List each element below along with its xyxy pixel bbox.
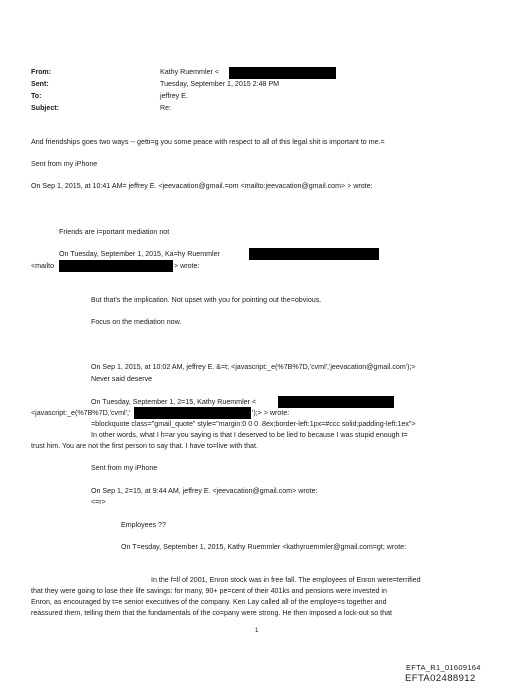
document-id-primary: EFTA_R1_01609164 xyxy=(406,663,481,672)
quote-header: On Tuesday, September 1, 2=15, Kathy Ruemmler < xyxy=(91,398,257,406)
sent-label: Sent: xyxy=(31,80,49,88)
document-id-secondary: EFTA02488912 xyxy=(405,673,476,684)
redaction-box xyxy=(229,67,336,79)
quoted-text: In other words, what I h=ar you saying is that I deserved to be lied to because I was stupid enough t= xyxy=(91,431,408,439)
subject-label: Subject: xyxy=(31,104,59,112)
quoted-text: Enron, as encouraged by t=e senior executives of the company. Ken Lay called all of the employe=s together and xyxy=(31,598,387,606)
redaction-box xyxy=(134,407,251,419)
quote-header: On Sep 1, 2015, at 10:41 AM= jeffrey E. <jeevacation@gmail.=om <mailto:jeevacation@gmail.com> > wrote: xyxy=(31,182,373,190)
from-value: Kathy Ruemmler < xyxy=(160,68,219,76)
quoted-text: Employees ?? xyxy=(121,521,166,529)
quote-header: On Sep 1, 2=15, at 9:44 AM, jeffrey E. <jeevacation@gmail.com> wrote: xyxy=(91,487,318,495)
html-fragment: <=r> xyxy=(91,498,106,506)
to-label: To: xyxy=(31,92,42,100)
quoted-text: Never said deserve xyxy=(91,375,153,383)
quoted-text: Friends are i=portant mediation not xyxy=(59,228,170,236)
quote-header: On Tuesday, September 1, 2015, Ka=hy Ruemmler xyxy=(59,250,220,258)
quoted-text: reassured them, telling them that the fundamentals of the co=pany were strong. He then imposed a lock-out so that xyxy=(31,609,393,617)
signature-line: Sent from my iPhone xyxy=(31,160,98,168)
subject-value: Re: xyxy=(160,104,172,112)
body-paragraph: And friendships goes two ways -- getti=g you some peace with respect to all of this legal shit is important to me.= xyxy=(31,138,385,146)
sent-value: Tuesday, September 1, 2015 2:48 PM xyxy=(160,80,280,88)
quoted-text: that they were going to lose their life savings: for many, 90+ pe=cent of their 401ks and pensions were invested in xyxy=(31,587,387,595)
redaction-box xyxy=(59,260,173,272)
signature-line: Sent from my iPhone xyxy=(91,464,158,472)
quote-header-cont: <javascript:_e(%7B%7D,'cvml',' xyxy=(31,409,131,417)
quoted-text: But that's the implication. Not upset with you for pointing out the=obvious. xyxy=(91,296,322,304)
quote-header: On T=esday, September 1, 2015, Kathy Ruemmler <kathyruemmler@gmail.com=gt; wrote: xyxy=(121,543,407,551)
to-value: jeffrey E. xyxy=(160,92,188,100)
html-fragment: =blockquote class="gmail_quote" style="margin:0 0 0 .8ex;border-left:1px=#ccc solid;padding-left:1ex"> xyxy=(91,420,416,428)
from-label: From: xyxy=(31,68,52,76)
redaction-box xyxy=(278,396,394,408)
redaction-box xyxy=(249,248,379,260)
quoted-text: Focus on the mediation now. xyxy=(91,318,182,326)
quote-header-cont: ');> > wrote: xyxy=(252,409,290,417)
page-number: 1 xyxy=(255,628,259,634)
quote-header-cont: <mailto xyxy=(31,262,55,270)
quote-header-cont: > wrote: xyxy=(174,262,200,270)
quoted-text: In the f=ll of 2001, Enron stock was in free fall. The employees of Enron were=terrified xyxy=(151,576,421,584)
quoted-text: trust him. You are not the first person to say that. I have to=live with that. xyxy=(31,442,258,450)
quote-header: On Sep 1, 2015, at 10:02 AM, jeffrey E. &=t; <javascript:_e(%7B%7D,'cvml','jeevacation@gmail.com');> xyxy=(91,363,416,371)
